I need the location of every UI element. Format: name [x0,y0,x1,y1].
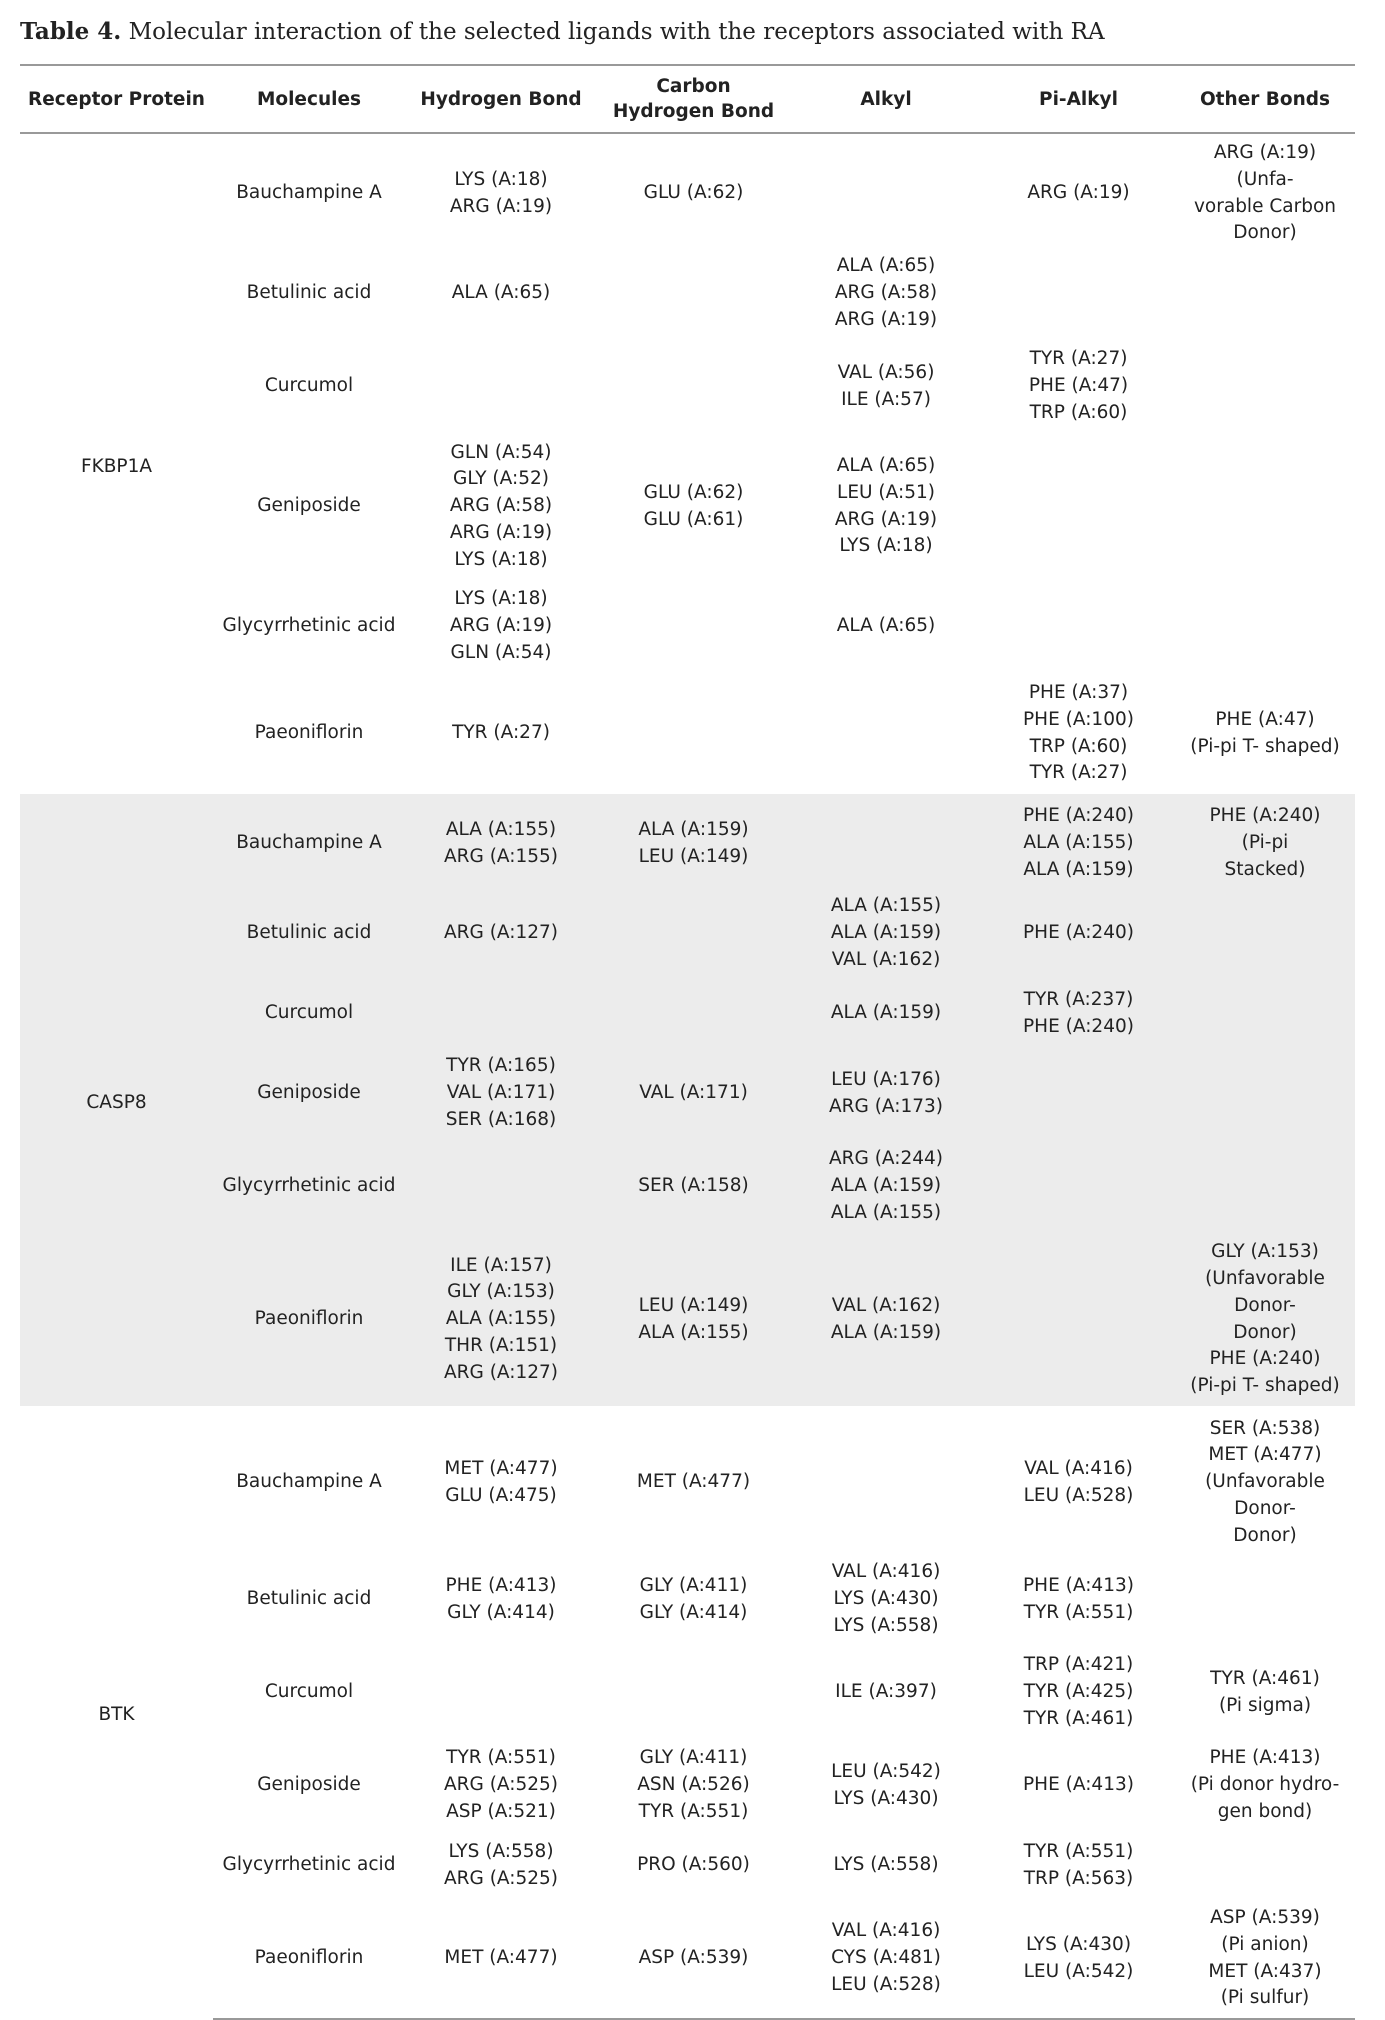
cell-line: VAL (A:416) [831,1920,941,1942]
table-row [20,1832,1355,1899]
alkyl-cell [790,1406,982,1553]
cell-line: LEU (A:528) [1023,1484,1134,1506]
cell-line: MET (A:477) [636,1471,751,1493]
table-row [20,1140,1355,1233]
other-bonds-cell [1175,980,1355,1047]
cell-line: TYR (A:27) [452,722,550,744]
header-row [20,65,1355,133]
cell-line: ALA (A:159) [638,818,749,840]
pi-alkyl-cell [982,980,1175,1047]
alkyl-cell [790,1140,982,1233]
carbon-hydrogen-bond-cell [597,247,790,340]
hydrogen-bond-cell [405,673,597,794]
carbon-hydrogen-bond-cell [597,340,790,433]
molecule-cell: Geniposide [213,1047,405,1140]
cell-line: Stacked) [1224,859,1306,881]
other-bonds-cell [1175,794,1355,887]
pi-alkyl-cell [982,1646,1175,1739]
cell-line: TYR (A:27) [1029,348,1128,370]
carbon-hydrogen-bond-cell [597,673,790,794]
pi-alkyl-cell [982,1832,1175,1899]
cell-line: (Pi sigma) [1218,1694,1312,1716]
cell-line: (Pi donor hydro- [1190,1774,1340,1796]
molecule-cell: Paeoniflorin [213,1899,405,2019]
hydrogen-bond-cell [405,1553,597,1646]
cell-line: ALA (A:155) [638,1321,749,1343]
other-bonds-cell [1175,887,1355,980]
pi-alkyl-cell [982,340,1175,433]
molecule-cell: Glycyrrhetinic acid [222,1854,396,1876]
cell-line: (Pi sulfur) [1220,1987,1310,2009]
carbon-hydrogen-bond-cell [597,1047,790,1140]
cell-line: MET (A:477) [444,1947,558,1969]
cell-line: LYS (A:558) [833,1615,939,1637]
interaction-table [20,64,1355,2020]
cell-line: (Unfavorable [1205,1268,1325,1290]
molecule-cell: Geniposide [257,495,361,517]
table-row [20,980,1355,1047]
cell-line: LEU (A:528) [831,1974,941,1996]
cell-line: SER (A:168) [445,1109,557,1131]
cell-line: Donor) [1233,1321,1297,1343]
table-row [20,133,1355,247]
table-row [20,1899,1355,2019]
receptor-protein-cell: BTK [98,1704,135,1726]
hydrogen-bond-cell [405,1047,597,1140]
cell-line: GLU (A:61) [643,508,744,530]
alkyl-cell [790,1899,982,2019]
cell-line: ALA (A:155) [445,818,557,840]
cell-line: ILE (A:57) [841,388,931,410]
table-header [20,65,1355,133]
alkyl-cell [790,1739,982,1832]
cell-line: LYS (A:430) [1025,1933,1132,1955]
pi-alkyl-cell [982,133,1175,247]
cell-line: MET (A:477) [1208,1444,1322,1466]
cell-line: ALA (A:159) [830,1321,942,1343]
hydrogen-bond-cell [405,980,597,1047]
cell-line: Donor) [1233,222,1297,244]
cell-line: PHE (A:240) [1023,805,1134,827]
other-bonds-cell [1175,1899,1355,2019]
cell-line: ALA (A:65) [836,255,936,277]
hydrogen-bond-cell [405,133,597,247]
cell-line: THR (A:151) [444,1335,558,1357]
table-row [20,1739,1355,1832]
receptor-group-fkbp1a [20,133,1355,794]
other-bonds-cell [1175,1233,1355,1406]
cell-line: PHE (A:413) [1209,1747,1321,1769]
cell-line: ALA (A:159) [1023,859,1134,881]
cell-line: LEU (A:176) [831,1068,941,1090]
other-bonds-cell [1175,1646,1355,1739]
carbon-hydrogen-bond-cell [597,980,790,1047]
cell-line: PHE (A:100) [1023,708,1134,730]
other-bonds-cell [1175,1739,1355,1832]
cell-line: LYS (A:18) [454,548,548,570]
cell-line: VAL (A:416) [831,1561,941,1583]
hydrogen-bond-cell [405,887,597,980]
cell-line: ASN (A:526) [637,1774,750,1796]
alkyl-cell [790,673,982,794]
carbon-hydrogen-bond-cell [597,580,790,673]
cell-line: (Unfavorable [1205,1471,1325,1493]
cell-line: LYS (A:18) [454,168,548,190]
carbon-hydrogen-bond-cell [597,1832,790,1899]
cell-line: TYR (A:425) [1023,1681,1134,1703]
cell-line: ALA (A:155) [830,895,942,917]
table-row [20,247,1355,340]
alkyl-cell [790,433,982,580]
cell-line: LYS (A:18) [839,535,933,557]
hydrogen-bond-cell [405,247,597,340]
hydrogen-bond-cell [405,1233,597,1406]
hydrogen-bond-cell [405,1899,597,2019]
carbon-hydrogen-bond-cell [597,887,790,980]
pi-alkyl-cell [982,247,1175,340]
cell-line: ASP (A:539) [638,1947,749,1969]
cell-line: VAL (A:56) [837,361,935,383]
carbon-hydrogen-bond-cell [597,1406,790,1553]
cell-line: ARG (A:19) (Unfa- [1213,142,1317,190]
cell-line: ILE (A:157) [450,1254,552,1276]
cell-line: ARG (A:525) [443,1774,559,1796]
alkyl-cell [790,980,982,1047]
header-receptor-protein: Receptor Protein [20,65,213,133]
cell-line: ARG (A:58) [449,495,553,517]
cell-line: GLU (A:475) [445,1484,557,1506]
cell-line: ASP (A:521) [446,1801,556,1823]
hydrogen-bond-cell [405,433,597,580]
cell-line: TYR (A:551) [1023,1840,1134,1862]
cell-line: ALA (A:155) [1023,832,1134,854]
cell-line: ARG (A:173) [828,1095,944,1117]
cell-line: TYR (A:551) [638,1801,749,1823]
hydrogen-bond-cell [405,1739,597,1832]
header-hydrogen-bond: Hydrogen Bond [405,65,597,133]
cell-line: LYS (A:558) [833,1854,939,1876]
alkyl-cell [790,794,982,887]
other-bonds-cell [1175,433,1355,580]
cell-line: TYR (A:165) [446,1055,556,1077]
carbon-hydrogen-bond-cell [597,1739,790,1832]
cell-line: TRP (A:60) [1029,735,1128,757]
cell-line: LYS (A:430) [833,1588,939,1610]
cell-line: GLY (A:153) [447,1281,555,1303]
cell-line: VAL (A:171) [639,1082,748,1104]
cell-line: ARG (A:244) [828,1148,944,1170]
cell-line: TYR (A:27) [1029,762,1128,784]
other-bonds-cell [1175,1140,1355,1233]
cell-line: PHE (A:240) [1023,922,1134,944]
alkyl-cell [790,1233,982,1406]
header-carbon-hydrogen-bond: Carbon Hydrogen Bond [597,65,790,133]
other-bonds-cell [1175,673,1355,794]
molecule-cell: Curcumol [264,375,354,397]
cell-line: gen bond) [1217,1801,1313,1823]
receptor-group-btk [20,1406,1355,2019]
other-bonds-cell [1175,133,1355,247]
receptor-protein-cell: FKBP1A [80,455,153,477]
cell-line: VAL (A:162) [831,1294,941,1316]
cell-line: GLY (A:52) [453,468,549,490]
alkyl-cell [790,887,982,980]
cell-line: ARG (A:19) [834,508,938,530]
hydrogen-bond-cell [405,580,597,673]
carbon-hydrogen-bond-cell [597,1646,790,1739]
cell-line: ARG (A:19) [449,522,553,544]
molecule-cell: Glycyrrhetinic acid [213,1140,405,1233]
cell-line: PHE (A:240) [1209,1348,1321,1370]
cell-line: TRP (A:563) [1023,1867,1134,1889]
receptor-group-casp8 [20,794,1355,1406]
carbon-hydrogen-bond-cell [597,1233,790,1406]
table-row [20,1406,1355,1553]
pi-alkyl-cell [982,1140,1175,1233]
cell-line: ARG (A:19) [449,195,553,217]
cell-line: SER (A:158) [638,1175,749,1197]
other-bonds-cell [1175,247,1355,340]
pi-alkyl-cell [982,1739,1175,1832]
molecule-cell: Betulinic acid [246,282,372,304]
molecule-cell: Curcumol [264,1681,354,1703]
cell-line: LEU (A:51) [837,481,935,503]
molecule-cell: Paeoniflorin [213,1233,405,1406]
carbon-hydrogen-bond-cell [597,433,790,580]
table-row [20,340,1355,433]
cell-line: Donor) [1233,1524,1297,1546]
cell-line: ARG (A:525) [443,1867,559,1889]
header-other-bonds: Other Bonds [1175,65,1355,133]
cell-line: (Pi-pi [1241,832,1289,854]
molecule-cell: Bauchampine A [236,182,382,204]
cell-line: MET (A:437) [1208,1960,1322,1982]
alkyl-cell [790,1832,982,1899]
cell-line: PHE (A:413) [445,1574,557,1596]
cell-line: ALA (A:159) [830,1175,942,1197]
cell-line: GLY (A:414) [447,1601,555,1623]
cell-line: LYS (A:18) [454,588,548,610]
molecule-cell: Bauchampine A [213,794,405,887]
table-row [20,673,1355,794]
cell-line: GLY (A:411) [639,1747,748,1769]
table-row [20,1047,1355,1140]
cell-line: PRO (A:560) [637,1854,750,1876]
pi-alkyl-cell [982,1553,1175,1646]
cell-line: ARG (A:19) [834,309,938,331]
cell-line: VAL (A:416) [1024,1457,1133,1479]
hydrogen-bond-cell [405,1406,597,1553]
pi-alkyl-cell [982,794,1175,887]
cell-line: GLN (A:54) [450,441,552,463]
cell-line: TYR (A:551) [446,1747,556,1769]
pi-alkyl-cell [982,433,1175,580]
cell-line: GLN (A:54) [450,642,552,664]
hydrogen-bond-cell [405,1140,597,1233]
carbon-hydrogen-bond-cell [597,794,790,887]
cell-line: ALA (A:159) [830,1002,942,1024]
cell-line: ASP (A:539) [1210,1907,1320,1929]
hydrogen-bond-cell [405,1832,597,1899]
cell-line: TYR (A:461) [1023,1708,1134,1730]
hydrogen-bond-cell [405,1646,597,1739]
cell-line: PHE (A:37) [1028,682,1129,704]
cell-line: ARG (A:127) [443,922,559,944]
header-alkyl: Alkyl [790,65,982,133]
other-bonds-cell [1175,1406,1355,1553]
cell-line: ALA (A:65) [451,282,551,304]
molecule-cell: Curcumol [213,980,405,1047]
other-bonds-cell [1175,1047,1355,1140]
table-caption-text: Molecular interaction of the selected ligands with the receptors associated with RA [121,19,1105,45]
cell-line: ARG (A:127) [443,1361,559,1383]
cell-line: vorable Carbon [1193,195,1336,217]
carbon-hydrogen-bond-cell [597,133,790,247]
cell-line: ALA (A:65) [836,455,936,477]
cell-line: PHE (A:47) [1028,375,1129,397]
cell-line: ILE (A:397) [835,1681,937,1703]
alkyl-cell [790,580,982,673]
cell-line: ALA (A:159) [830,922,942,944]
carbon-hydrogen-bond-cell [597,1553,790,1646]
cell-line: PHE (A:47) [1215,708,1315,730]
pi-alkyl-cell [982,1406,1175,1553]
cell-line: LEU (A:149) [638,845,749,867]
other-bonds-cell [1175,1832,1355,1899]
alkyl-cell [790,247,982,340]
header-molecules: Molecules [213,65,405,133]
receptor-protein-cell: CASP8 [20,794,213,1406]
cell-line: ALA (A:155) [445,1308,557,1330]
cell-line: LYS (A:430) [833,1787,939,1809]
cell-line: PHE (A:240) [1023,1015,1134,1037]
other-bonds-cell [1175,580,1355,673]
pi-alkyl-cell [982,580,1175,673]
table-caption-label: Table 4. [20,18,122,45]
cell-line: Donor- [1234,1498,1296,1520]
alkyl-cell [790,133,982,247]
hydrogen-bond-cell [405,794,597,887]
molecule-cell: Geniposide [257,1774,361,1796]
cell-line: PHE (A:413) [1023,1774,1134,1796]
cell-line: LEU (A:542) [1023,1960,1134,1982]
cell-line: TYR (A:461) [1210,1667,1320,1689]
table-caption [20,18,1360,45]
cell-line: PHE (A:413) [1023,1574,1134,1596]
molecule-cell: Glycyrrhetinic acid [222,615,396,637]
cell-line: VAL (A:162) [831,949,941,971]
molecule-cell: Betulinic acid [213,887,405,980]
hydrogen-bond-cell [405,340,597,433]
alkyl-cell [790,1553,982,1646]
cell-line: MET (A:477) [444,1457,558,1479]
cell-line: LYS (A:558) [448,1840,554,1862]
pi-alkyl-cell [982,1233,1175,1406]
cell-line: ARG (A:58) [834,282,938,304]
carbon-hydrogen-bond-cell [597,1140,790,1233]
table-row [20,1233,1355,1406]
cell-line: LEU (A:542) [831,1760,941,1782]
table-row [20,1553,1355,1646]
cell-line: GLY (A:411) [639,1574,748,1596]
cell-line: GLY (A:414) [639,1601,748,1623]
pi-alkyl-cell [982,1899,1175,2019]
cell-line: PHE (A:240) [1209,805,1321,827]
cell-line: TYR (A:551) [1023,1601,1134,1623]
cell-line: ARG (A:19) [449,615,553,637]
table-row [20,887,1355,980]
table-row [20,794,1355,887]
other-bonds-cell [1175,1553,1355,1646]
alkyl-cell [790,1047,982,1140]
molecule-cell: Paeoniflorin [254,722,364,744]
cell-line: VAL (A:171) [446,1082,556,1104]
cell-line: TYR (A:237) [1023,988,1134,1010]
cell-line: GLY (A:153) [1211,1241,1319,1263]
cell-line: SER (A:538) [1209,1417,1321,1439]
pi-alkyl-cell [982,1047,1175,1140]
header-pi-alkyl: Pi-Alkyl [982,65,1175,133]
cell-line: (Pi-pi T- shaped) [1190,1375,1340,1397]
molecule-cell: Betulinic acid [246,1588,372,1610]
alkyl-cell [790,340,982,433]
cell-line: ALA (A:155) [830,1202,942,1224]
cell-line: Donor- [1234,1294,1296,1316]
cell-line: CYS (A:481) [831,1947,941,1969]
pi-alkyl-cell [982,673,1175,794]
cell-line: TRP (A:60) [1029,402,1128,424]
carbon-hydrogen-bond-cell [597,1899,790,2019]
cell-line: TRP (A:421) [1023,1654,1134,1676]
cell-line: GLU (A:62) [643,182,744,204]
table-row [20,1646,1355,1739]
cell-line: ALA (A:65) [836,615,936,637]
cell-line: (Pi anion) [1221,1933,1309,1955]
cell-line: ARG (A:19) [1027,182,1130,204]
other-bonds-cell [1175,340,1355,433]
cell-line: GLU (A:62) [643,481,744,503]
table-row [20,580,1355,673]
cell-line: ARG (A:155) [443,845,559,867]
cell-line: LEU (A:149) [638,1294,749,1316]
cell-line: (Pi-pi T- shaped) [1190,735,1340,757]
table-row [20,433,1355,580]
alkyl-cell [790,1646,982,1739]
pi-alkyl-cell [982,887,1175,980]
molecule-cell: Bauchampine A [236,1471,382,1493]
